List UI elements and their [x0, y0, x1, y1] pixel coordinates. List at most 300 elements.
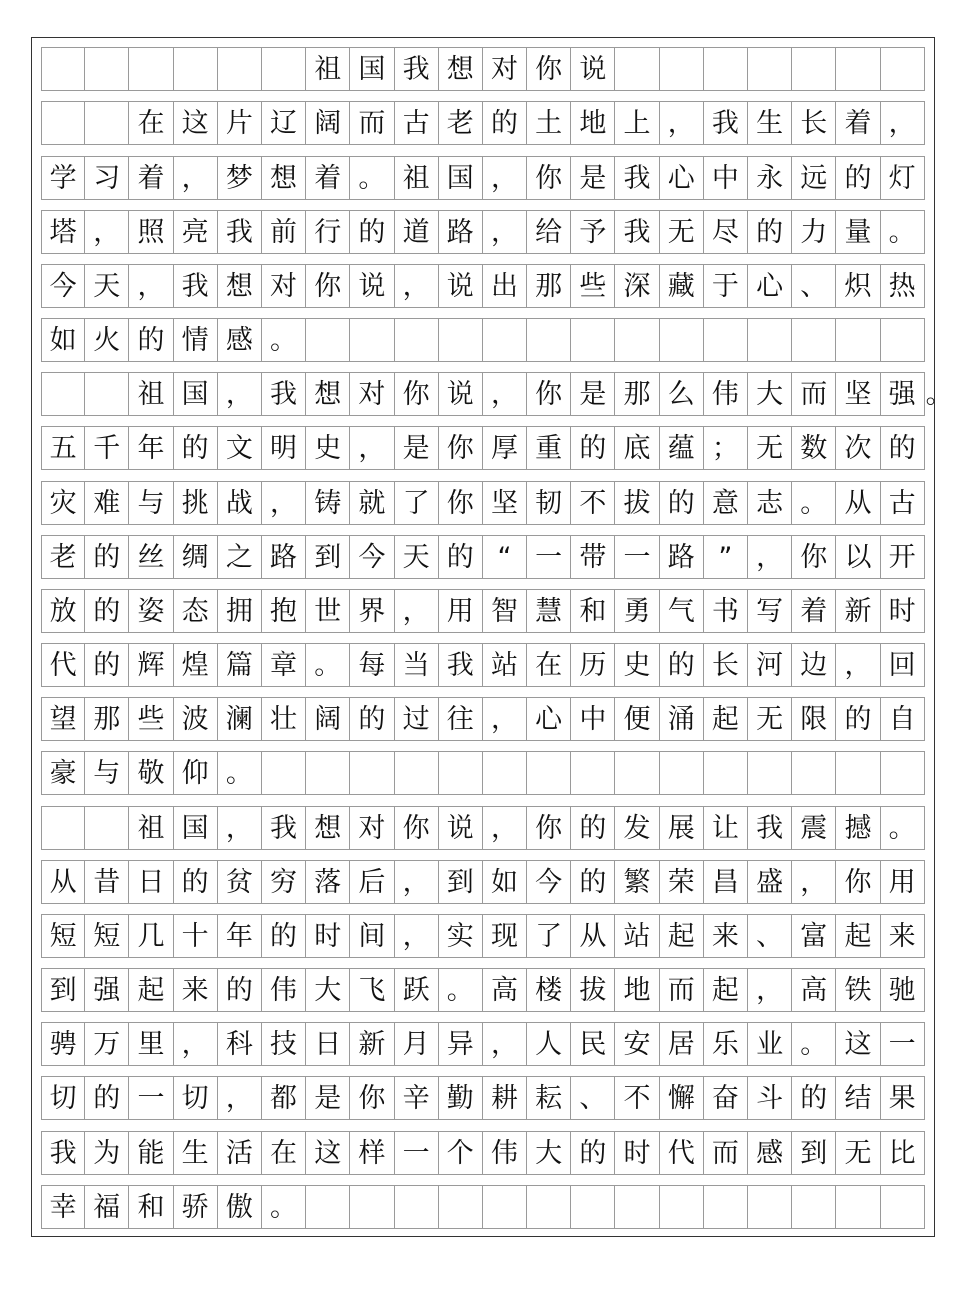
- grid-row-line-6: [41, 372, 953, 416]
- grid-cell: ，: [395, 589, 439, 633]
- grid-cell: [748, 318, 792, 362]
- grid-cell: 敬: [129, 751, 173, 795]
- grid-cell: 片: [218, 101, 262, 145]
- grid-cell: ，: [836, 643, 880, 687]
- grid-row-line-1: [41, 101, 925, 145]
- grid-cell: 么: [660, 372, 704, 416]
- grid-cell: 昔: [85, 860, 129, 904]
- grid-cell: “: [483, 535, 527, 579]
- grid-cell: 我: [41, 1131, 85, 1175]
- grid-cell: 几: [129, 914, 173, 958]
- grid-cell: 技: [262, 1022, 306, 1066]
- grid-cell: 日: [306, 1022, 350, 1066]
- grid-cell: 科: [218, 1022, 262, 1066]
- grid-cell: [881, 751, 925, 795]
- grid-cell: 的: [350, 697, 394, 741]
- grid-cell: 学: [41, 156, 85, 200]
- grid-cell: 拔: [615, 481, 659, 525]
- grid-cell: 阔: [306, 101, 350, 145]
- grid-cell: 的: [129, 318, 173, 362]
- grid-cell: [748, 751, 792, 795]
- grid-cell: 老: [439, 101, 483, 145]
- grid-cell: 我: [615, 156, 659, 200]
- grid-cell: 拔: [571, 968, 615, 1012]
- grid-cell: 尽: [704, 210, 748, 254]
- grid-cell: ，: [881, 101, 925, 145]
- grid-cell: 铸: [306, 481, 350, 525]
- grid-cell: 今: [350, 535, 394, 579]
- grid-cell: 上: [615, 101, 659, 145]
- grid-cell: [439, 318, 483, 362]
- grid-cell: 我: [262, 372, 306, 416]
- grid-cell: 我: [439, 643, 483, 687]
- grid-cell: 繁: [615, 860, 659, 904]
- grid-cell: 对: [262, 264, 306, 308]
- grid-cell: 荣: [660, 860, 704, 904]
- grid-cell: 力: [792, 210, 836, 254]
- grid-cell: 古: [395, 101, 439, 145]
- grid-cell: 限: [792, 697, 836, 741]
- grid-cell: 到: [792, 1131, 836, 1175]
- grid-cell: [218, 47, 262, 91]
- grid-row-line-8: [41, 481, 925, 525]
- grid-cell: 的: [174, 860, 218, 904]
- grid-cell: 。: [262, 318, 306, 362]
- grid-cell: 铁: [836, 968, 880, 1012]
- grid-row-line-9: [41, 535, 925, 579]
- grid-row-line-10: [41, 589, 925, 633]
- grid-cell: 河: [748, 643, 792, 687]
- grid-cell: 驰: [881, 968, 925, 1012]
- grid-cell: 的: [571, 806, 615, 850]
- grid-cell: 代: [41, 643, 85, 687]
- grid-cell: [571, 751, 615, 795]
- grid-cell: [836, 318, 880, 362]
- grid-cell: 业: [748, 1022, 792, 1066]
- grid-cell: 后: [350, 860, 394, 904]
- grid-cell: 这: [306, 1131, 350, 1175]
- grid-cell: 史: [306, 426, 350, 470]
- grid-cell: [748, 1185, 792, 1229]
- grid-cell: 心: [527, 697, 571, 741]
- grid-cell: 新: [350, 1022, 394, 1066]
- grid-cell: 时: [306, 914, 350, 958]
- grid-cell: 开: [881, 535, 925, 579]
- grid-cell: 坚: [836, 372, 880, 416]
- grid-cell: 的: [881, 426, 925, 470]
- grid-cell: 而: [704, 1131, 748, 1175]
- grid-cell: 你: [395, 806, 439, 850]
- grid-cell: 无: [836, 1131, 880, 1175]
- grid-cell: 挑: [174, 481, 218, 525]
- grid-cell: 一: [129, 1076, 173, 1120]
- grid-row-line-4: [41, 264, 925, 308]
- grid-cell: 感: [748, 1131, 792, 1175]
- grid-cell: 的: [483, 101, 527, 145]
- grid-cell: 时: [881, 589, 925, 633]
- grid-cell: 长: [704, 643, 748, 687]
- grid-cell: 、: [792, 264, 836, 308]
- grid-cell: 而: [792, 372, 836, 416]
- grid-cell: 。: [792, 481, 836, 525]
- grid-cell: 行: [306, 210, 350, 254]
- grid-cell: 望: [41, 697, 85, 741]
- grid-cell: 之: [218, 535, 262, 579]
- grid-cell: [660, 318, 704, 362]
- grid-cell: [836, 751, 880, 795]
- grid-cell: [306, 751, 350, 795]
- grid-cell: 了: [395, 481, 439, 525]
- grid-cell: 一: [527, 535, 571, 579]
- grid-cell: 起: [704, 968, 748, 1012]
- grid-cell: 生: [174, 1131, 218, 1175]
- grid-cell: [615, 47, 659, 91]
- grid-cell: 这: [174, 101, 218, 145]
- grid-cell: ，: [483, 697, 527, 741]
- grid-cell: 蕴: [660, 426, 704, 470]
- grid-cell: [836, 47, 880, 91]
- grid-cell: [395, 751, 439, 795]
- grid-cell: 我: [748, 806, 792, 850]
- grid-cell: 前: [262, 210, 306, 254]
- grid-cell: [615, 318, 659, 362]
- grid-cell: 的: [836, 697, 880, 741]
- grid-cell: 回: [881, 643, 925, 687]
- grid-cell: 大: [748, 372, 792, 416]
- grid-row-line-12: [41, 697, 925, 741]
- grid-cell: ，: [483, 372, 527, 416]
- grid-cell: 一: [881, 1022, 925, 1066]
- grid-cell: 是: [395, 426, 439, 470]
- grid-cell: 亮: [174, 210, 218, 254]
- grid-cell: 说: [571, 47, 615, 91]
- grid-cell: [350, 1185, 394, 1229]
- grid-cell: 说: [350, 264, 394, 308]
- grid-cell: 的: [262, 914, 306, 958]
- grid-cell: 强: [85, 968, 129, 1012]
- grid-cell: 的: [792, 1076, 836, 1120]
- grid-cell: 用: [439, 589, 483, 633]
- grid-cell: 在: [129, 101, 173, 145]
- grid-cell: 气: [660, 589, 704, 633]
- grid-cell: 深: [615, 264, 659, 308]
- grid-cell: 短: [85, 914, 129, 958]
- grid-cell: ，: [218, 1076, 262, 1120]
- grid-cell: 十: [174, 914, 218, 958]
- grid-cell: 豪: [41, 751, 85, 795]
- grid-cell: 站: [483, 643, 527, 687]
- grid-cell: 那: [615, 372, 659, 416]
- grid-cell: 着: [129, 156, 173, 200]
- grid-cell: 的: [571, 426, 615, 470]
- grid-cell: 从: [571, 914, 615, 958]
- grid-cell: 祖: [129, 806, 173, 850]
- grid-row-line-2: [41, 156, 925, 200]
- grid-cell: [41, 101, 85, 145]
- grid-row-line-5: [41, 318, 925, 362]
- grid-cell: 一: [615, 535, 659, 579]
- grid-cell: 带: [571, 535, 615, 579]
- grid-cell: 文: [218, 426, 262, 470]
- grid-cell: 明: [262, 426, 306, 470]
- grid-cell: 对: [350, 806, 394, 850]
- grid-cell: ，: [395, 860, 439, 904]
- grid-cell: 厚: [483, 426, 527, 470]
- grid-cell: [85, 101, 129, 145]
- grid-cell: 起: [704, 697, 748, 741]
- grid-cell: 意: [704, 481, 748, 525]
- grid-cell: [85, 47, 129, 91]
- grid-cell: 那: [85, 697, 129, 741]
- grid-cell: 丝: [129, 535, 173, 579]
- grid-cell: 。: [306, 643, 350, 687]
- grid-cell: 国: [439, 156, 483, 200]
- grid-cell: 你: [395, 372, 439, 416]
- grid-cell: [792, 1185, 836, 1229]
- grid-cell: 往: [439, 697, 483, 741]
- grid-cell: 底: [615, 426, 659, 470]
- grid-row-line-11: [41, 643, 925, 687]
- grid-row-line-13: [41, 751, 925, 795]
- grid-cell: 说: [439, 372, 483, 416]
- grid-cell: ，: [395, 264, 439, 308]
- grid-cell: 火: [85, 318, 129, 362]
- grid-cell: 起: [129, 968, 173, 1012]
- grid-cell: 仰: [174, 751, 218, 795]
- grid-cell: 感: [218, 318, 262, 362]
- grid-cell: 壮: [262, 697, 306, 741]
- grid-cell: ，: [174, 156, 218, 200]
- grid-cell: 心: [748, 264, 792, 308]
- grid-row-line-7: [41, 426, 925, 470]
- grid-cell: ，: [262, 481, 306, 525]
- grid-cell: 的: [571, 1131, 615, 1175]
- grid-cell: 时: [615, 1131, 659, 1175]
- grid-cell: 的: [85, 1076, 129, 1120]
- grid-cell: 地: [571, 101, 615, 145]
- grid-cell: 热: [881, 264, 925, 308]
- grid-cell: [439, 751, 483, 795]
- grid-cell: 与: [85, 751, 129, 795]
- grid-cell: 永: [748, 156, 792, 200]
- grid-cell: 。: [218, 751, 262, 795]
- grid-cell: 。: [881, 806, 925, 850]
- grid-cell: ，: [660, 101, 704, 145]
- grid-cell: 傲: [218, 1185, 262, 1229]
- grid-cell: 路: [439, 210, 483, 254]
- grid-cell: 的: [350, 210, 394, 254]
- grid-cell: 予: [571, 210, 615, 254]
- grid-cell: 伟: [704, 372, 748, 416]
- grid-cell: ，: [218, 372, 262, 416]
- grid-cell: 勇: [615, 589, 659, 633]
- grid-cell: 个: [439, 1131, 483, 1175]
- grid-cell: 国: [350, 47, 394, 91]
- grid-cell: 着: [836, 101, 880, 145]
- grid-cell: [85, 806, 129, 850]
- grid-cell: [615, 1185, 659, 1229]
- grid-cell: 古: [881, 481, 925, 525]
- grid-cell: [615, 751, 659, 795]
- grid-cell: 大: [527, 1131, 571, 1175]
- grid-cell: 当: [395, 643, 439, 687]
- grid-cell: 的: [571, 860, 615, 904]
- grid-cell: 我: [262, 806, 306, 850]
- grid-cell: ，: [483, 806, 527, 850]
- grid-cell: ，: [85, 210, 129, 254]
- grid-cell: 的: [85, 535, 129, 579]
- grid-cell: 里: [129, 1022, 173, 1066]
- grid-cell: 想: [262, 156, 306, 200]
- grid-cell: [527, 318, 571, 362]
- grid-cell: 辛: [395, 1076, 439, 1120]
- grid-cell: 伟: [262, 968, 306, 1012]
- grid-cell: 老: [41, 535, 85, 579]
- grid-cell: 样: [350, 1131, 394, 1175]
- grid-cell: [792, 47, 836, 91]
- grid-cell: 国: [174, 372, 218, 416]
- grid-cell: 高: [483, 968, 527, 1012]
- grid-cell: 、: [571, 1076, 615, 1120]
- grid-cell: 福: [85, 1185, 129, 1229]
- grid-cell: [881, 318, 925, 362]
- grid-cell: ，: [350, 426, 394, 470]
- grid-cell: 昌: [704, 860, 748, 904]
- grid-cell: 你: [350, 1076, 394, 1120]
- grid-cell: 态: [174, 589, 218, 633]
- grid-cell: 这: [836, 1022, 880, 1066]
- grid-cell: 量: [836, 210, 880, 254]
- grid-cell: 大: [306, 968, 350, 1012]
- grid-cell: 实: [439, 914, 483, 958]
- grid-cell: 篇: [218, 643, 262, 687]
- grid-cell: 千: [85, 426, 129, 470]
- grid-cell: 天: [395, 535, 439, 579]
- grid-cell: 地: [615, 968, 659, 1012]
- grid-cell: 过: [395, 697, 439, 741]
- grid-cell: 比: [881, 1131, 925, 1175]
- grid-cell: 便: [615, 697, 659, 741]
- grid-cell: 历: [571, 643, 615, 687]
- grid-cell: 天: [85, 264, 129, 308]
- grid-cell: [881, 1185, 925, 1229]
- grid-cell: 我: [615, 210, 659, 254]
- grid-cell: 。: [881, 210, 925, 254]
- grid-cell: 拥: [218, 589, 262, 633]
- grid-cell: 在: [527, 643, 571, 687]
- grid-cell: 如: [483, 860, 527, 904]
- grid-cell: 的: [218, 968, 262, 1012]
- grid-cell: 习: [85, 156, 129, 200]
- grid-cell: 些: [129, 697, 173, 741]
- grid-cell: ；: [704, 426, 748, 470]
- grid-cell: 祖: [395, 156, 439, 200]
- grid-cell: [527, 751, 571, 795]
- grid-cell: 月: [395, 1022, 439, 1066]
- grid-cell: 的: [439, 535, 483, 579]
- grid-cell: 梦: [218, 156, 262, 200]
- grid-cell: ，: [483, 210, 527, 254]
- grid-row-line-16: [41, 914, 925, 958]
- grid-cell: 生: [748, 101, 792, 145]
- grid-cell: 震: [792, 806, 836, 850]
- grid-cell: 你: [439, 426, 483, 470]
- grid-cell: 果: [881, 1076, 925, 1120]
- grid-cell: [660, 1185, 704, 1229]
- grid-cell: 民: [571, 1022, 615, 1066]
- grid-cell: 辉: [129, 643, 173, 687]
- grid-cell: 以: [836, 535, 880, 579]
- grid-cell: 切: [174, 1076, 218, 1120]
- grid-cell: ，: [395, 914, 439, 958]
- grid-cell: 今: [527, 860, 571, 904]
- grid-cell: 波: [174, 697, 218, 741]
- grid-cell: [704, 47, 748, 91]
- grid-cell: 重: [527, 426, 571, 470]
- grid-cell: 到: [306, 535, 350, 579]
- grid-cell: 煌: [174, 643, 218, 687]
- grid-cell: 坚: [483, 481, 527, 525]
- grid-cell: 为: [85, 1131, 129, 1175]
- grid-cell: 跃: [395, 968, 439, 1012]
- grid-cell: [350, 318, 394, 362]
- grid-cell: 一: [395, 1131, 439, 1175]
- grid-cell: 姿: [129, 589, 173, 633]
- grid-cell: 穷: [262, 860, 306, 904]
- grid-cell: 年: [218, 914, 262, 958]
- grid-cell: 给: [527, 210, 571, 254]
- grid-cell: 界: [350, 589, 394, 633]
- grid-cell: 的: [85, 589, 129, 633]
- grid-cell: 对: [483, 47, 527, 91]
- grid-cell: 奋: [704, 1076, 748, 1120]
- grid-cell: ，: [748, 968, 792, 1012]
- grid-cell: 与: [129, 481, 173, 525]
- grid-cell: [571, 1185, 615, 1229]
- grid-cell: 国: [174, 806, 218, 850]
- grid-cell: [306, 318, 350, 362]
- grid-cell: 。: [262, 1185, 306, 1229]
- grid-cell: 韧: [527, 481, 571, 525]
- grid-cell: 飞: [350, 968, 394, 1012]
- grid-cell: [85, 372, 129, 416]
- grid-cell: 五: [41, 426, 85, 470]
- grid-cell: 写: [748, 589, 792, 633]
- grid-cell: 战: [218, 481, 262, 525]
- grid-cell: 在: [262, 1131, 306, 1175]
- grid-cell: 心: [660, 156, 704, 200]
- grid-cell: [704, 1185, 748, 1229]
- grid-cell: 祖: [129, 372, 173, 416]
- grid-cell: 那: [527, 264, 571, 308]
- grid-cell: 的: [836, 156, 880, 200]
- grid-cell: 次: [836, 426, 880, 470]
- grid-cell: 书: [704, 589, 748, 633]
- grid-cell: 放: [41, 589, 85, 633]
- grid-cell: 而: [350, 101, 394, 145]
- grid-cell: 道: [395, 210, 439, 254]
- grid-cell: [262, 751, 306, 795]
- grid-cell: [41, 806, 85, 850]
- grid-cell: 出: [483, 264, 527, 308]
- grid-cell: [395, 318, 439, 362]
- grid-cell: 章: [262, 643, 306, 687]
- grid-cell: 照: [129, 210, 173, 254]
- grid-cell: 着: [306, 156, 350, 200]
- grid-cell: [704, 751, 748, 795]
- grid-cell: 灾: [41, 481, 85, 525]
- grid-cell: 是: [571, 372, 615, 416]
